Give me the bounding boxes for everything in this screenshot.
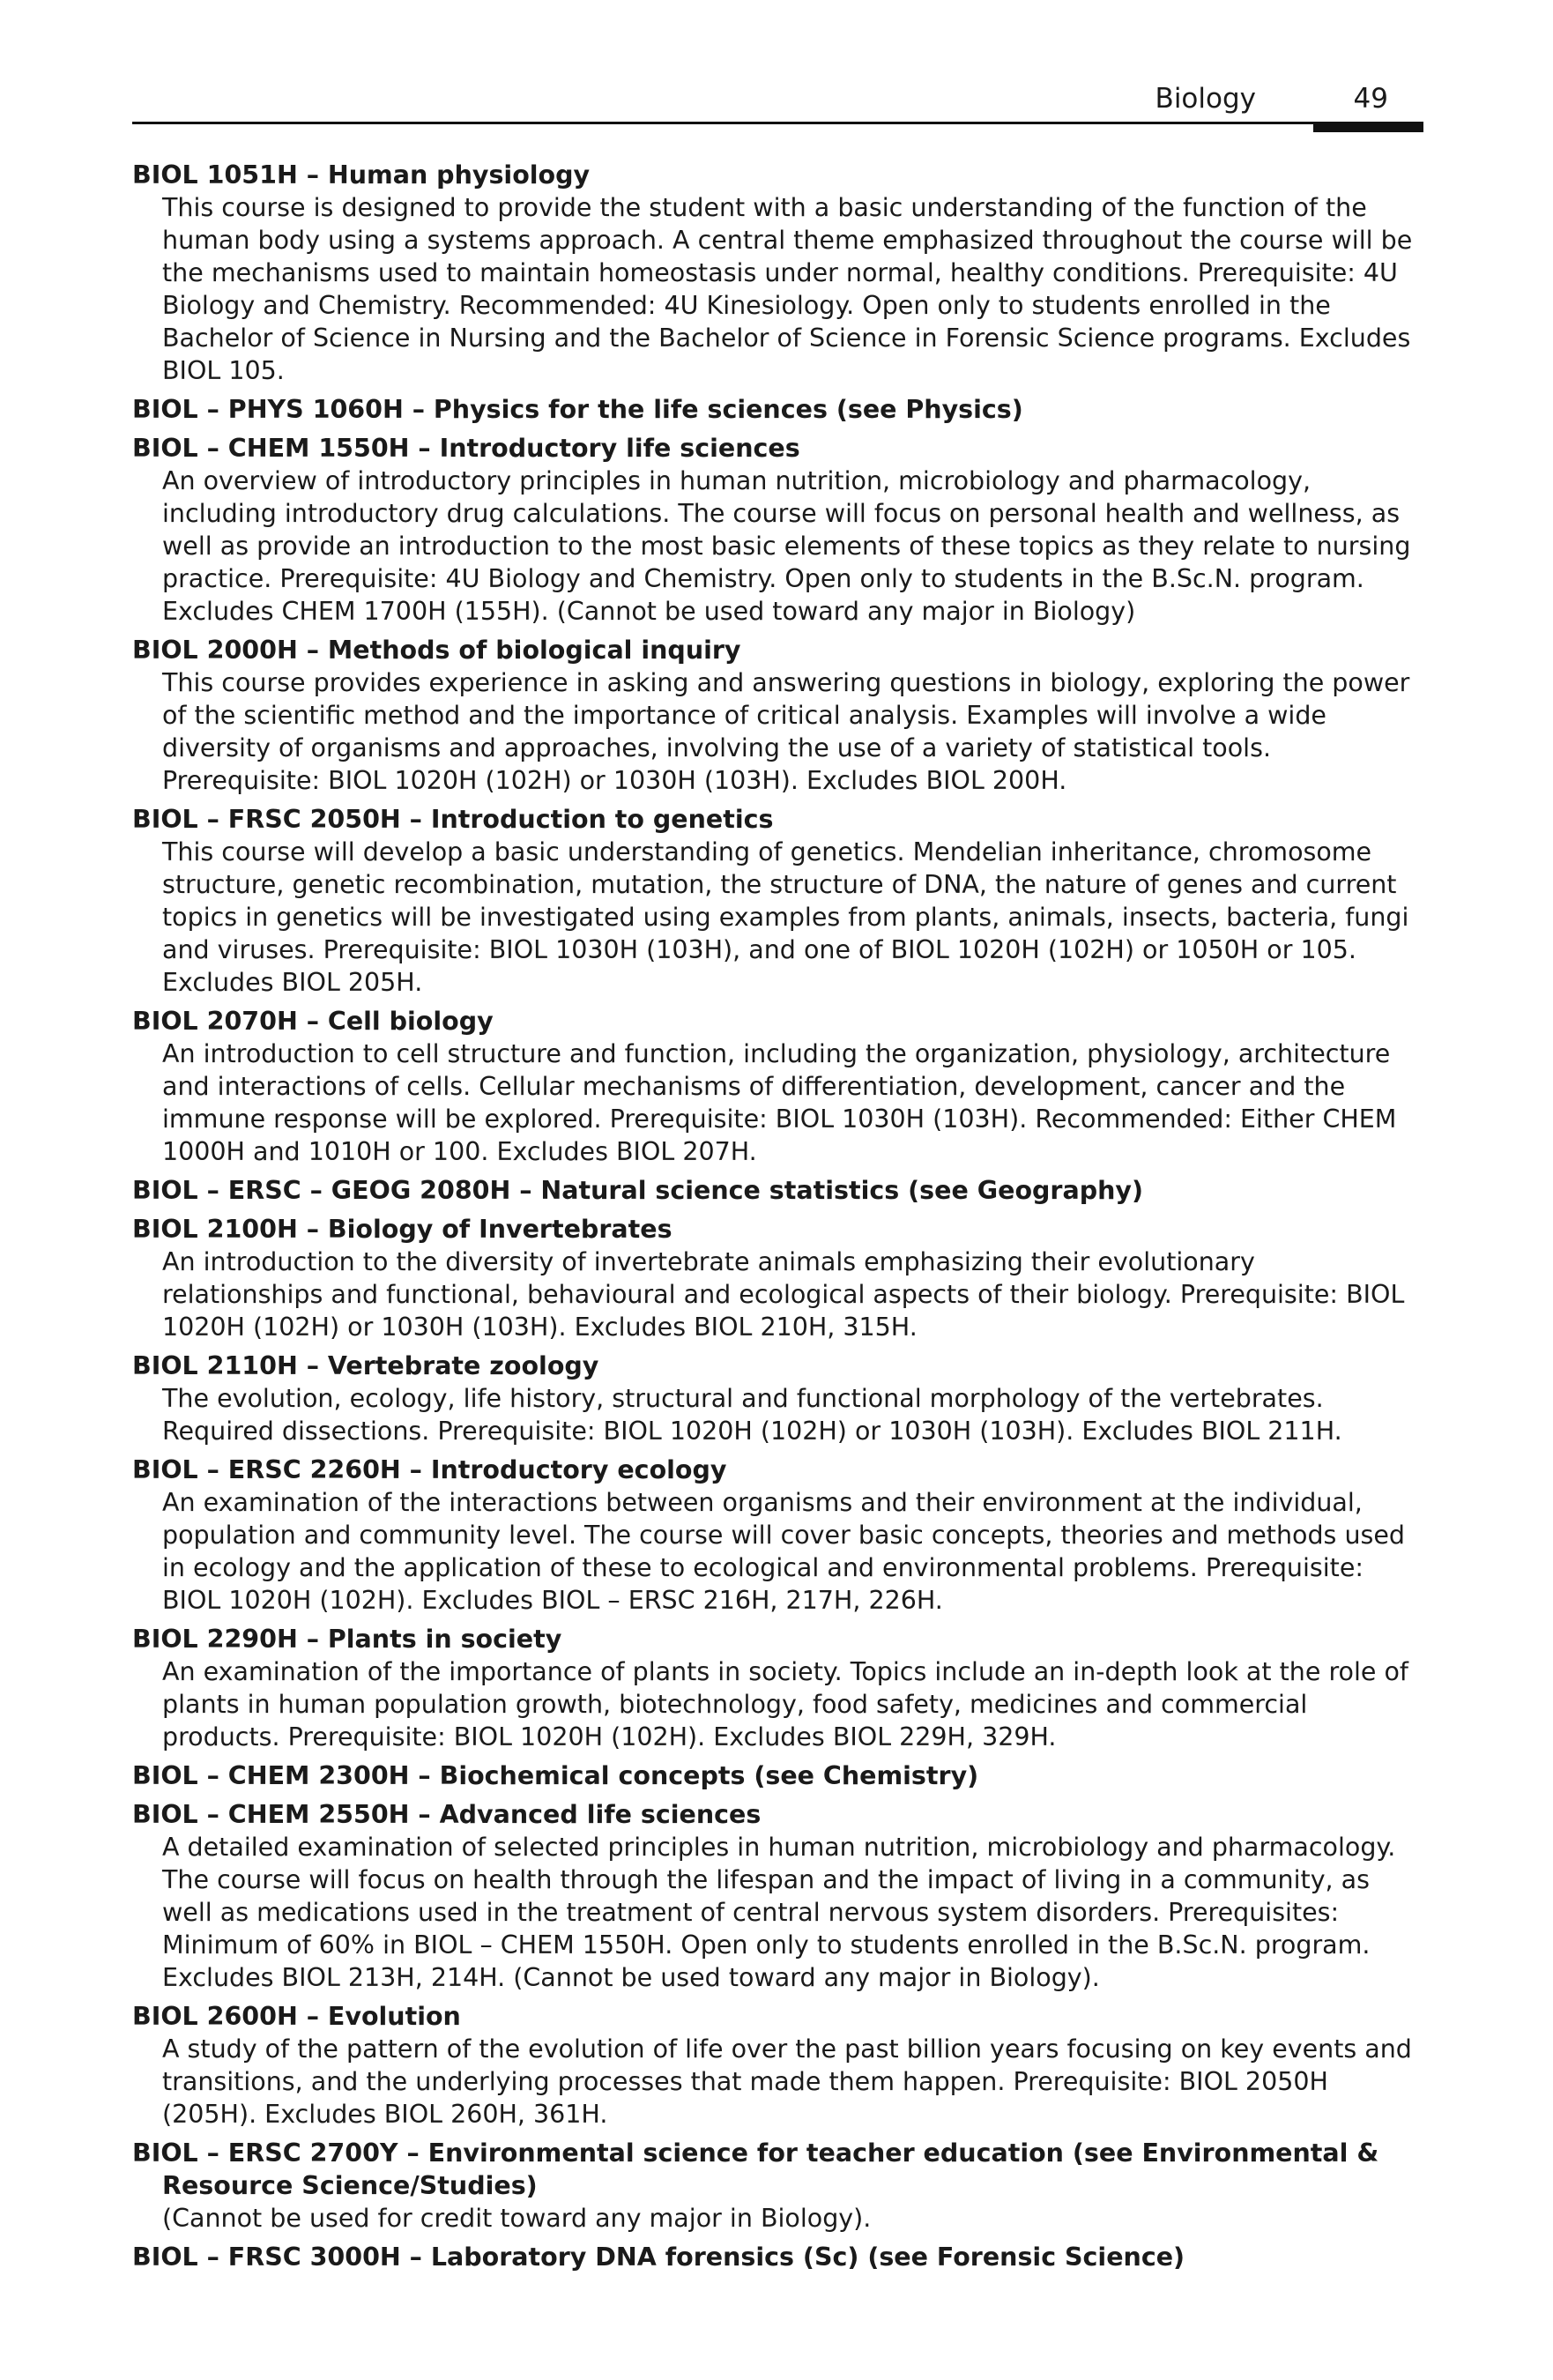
header-rule xyxy=(132,122,1423,124)
course-entry xyxy=(132,1759,1423,1792)
course-description: A detailed examination of selected principles in human nutrition, microbiology and pharmacology. The course will focus on health through the lifespan and the impact of living in a community, as well as medications used in the treatment of central nervous system disorders. Prerequisites: Minimum of 60% in BIOL – CHEM 1550H. Open only to students enrolled in the B.Sc.N. program. Excludes BIOL 213H, 214H. (Cannot be used toward any major in Biology). xyxy=(162,1833,1396,1992)
course-description: An overview of introductory principles in human nutrition, microbiology and pharmacology, including introductory drug calculations. The course will focus on personal health and wellness, as well as provide an introduction to the most basic elements of these topics as they relate to nursing practice. Prerequisite: 4U Biology and Chemistry. Open only to students in the B.Sc.N. program. Excludes CHEM 1700H (155H). (Cannot be used toward any major in Biology) xyxy=(162,466,1411,626)
course-description: (Cannot be used for credit toward any major in Biology). xyxy=(162,2204,872,2233)
page-number: 49 xyxy=(1353,83,1388,115)
course-entry xyxy=(132,803,1423,999)
running-head: Biology xyxy=(1155,83,1256,115)
course-description: An introduction to the diversity of invertebrate animals emphasizing their evolutionary relationships and functional, behavioural and ecological aspects of their biology. Prerequisite: BIOL 1020H (102H) or 1030H (103H). Excludes BIOL 210H, 315H. xyxy=(162,1247,1405,1342)
course-entry xyxy=(132,1623,1423,1753)
course-entry xyxy=(132,2137,1423,2235)
course-title: BIOL – ERSC 2700Y – Environmental science for teacher education (see Environmental & Resource Science/Studies) xyxy=(132,2138,1379,2200)
course-title: BIOL – ERSC – GEOG 2080H – Natural science statistics (see Geography) xyxy=(132,1176,1143,1205)
header-tab-marker xyxy=(1313,122,1423,132)
course-description: An examination of the interactions between organisms and their environment at the individual, population and community level. The course will cover basic concepts, theories and methods used in ecology and the application of these to ecological and environmental problems. Prerequisite: BIOL 1020H (102H). Excludes BIOL – ERSC 216H, 217H, 226H. xyxy=(162,1488,1405,1615)
course-title: BIOL – CHEM 1550H – Introductory life sciences xyxy=(132,434,800,463)
course-title: BIOL – ERSC 2260H – Introductory ecology xyxy=(132,1455,727,1484)
course-title: BIOL 2600H – Evolution xyxy=(132,2002,461,2031)
course-entry xyxy=(132,1798,1423,1994)
course-entry xyxy=(132,1454,1423,1617)
course-entry xyxy=(132,393,1423,426)
course-entry xyxy=(132,634,1423,797)
course-description: This course is designed to provide the student with a basic understanding of the function of the human body using a systems approach. A central theme emphasized throughout the course will be the mechanisms used to maintain homeostasis under normal, healthy conditions. Prerequisite: 4U Biology and Chemistry. Recommended: 4U Kinesiology. Open only to students enrolled in the Bachelor of Science in Nursing and the Bachelor of Science in Forensic Science programs. Excludes BIOL 105. xyxy=(162,193,1413,385)
course-entry xyxy=(132,1350,1423,1447)
course-title: BIOL – FRSC 3000H – Laboratory DNA forensics (Sc) (see Forensic Science) xyxy=(132,2242,1185,2272)
course-title: BIOL 2290H – Plants in society xyxy=(132,1625,562,1654)
course-entry xyxy=(132,1174,1423,1207)
course-list xyxy=(132,159,1423,2280)
course-title: BIOL 2110H – Vertebrate zoology xyxy=(132,1351,599,1380)
course-title: BIOL 2000H – Methods of biological inquiry xyxy=(132,636,741,665)
course-description: The evolution, ecology, life history, structural and functional morphology of the vertebrates. Required dissections. Prerequisite: BIOL 1020H (102H) or 1030H (103H). Excludes BIOL 211H. xyxy=(162,1384,1342,1446)
course-description: A study of the pattern of the evolution of life over the past billion years focusing on key events and transitions, and the underlying processes that made them happen. Prerequisite: BIOL 2050H (205H). Excludes BIOL 260H, 361H. xyxy=(162,2034,1412,2129)
course-description: An examination of the importance of plants in society. Topics include an in-depth look at the role of plants in human population growth, biotechnology, food safety, medicines and commercial products. Prerequisite: BIOL 1020H (102H). Excludes BIOL 229H, 329H. xyxy=(162,1657,1408,1752)
course-description: This course provides experience in asking and answering questions in biology, exploring the power of the scientific method and the importance of critical analysis. Examples will involve a wide diversity of organisms and approaches, involving the use of a variety of statistical tools. Prerequisite: BIOL 1020H (102H) or 1030H (103H). Excludes BIOL 200H. xyxy=(162,668,1410,795)
course-entry xyxy=(132,1005,1423,1168)
course-title: BIOL 1051H – Human physiology xyxy=(132,160,591,190)
course-title: BIOL – FRSC 2050H – Introduction to genetics xyxy=(132,805,774,834)
course-description: This course will develop a basic understanding of genetics. Mendelian inheritance, chromosome structure, genetic recombination, mutation, the structure of DNA, the nature of genes and current topics in genetics will be investigated using examples from plants, animals, insects, bacteria, fungi and viruses. Prerequisite: BIOL 1030H (103H), and one of BIOL 1020H (102H) or 1050H or 105. Excludes BIOL 205H. xyxy=(162,837,1409,997)
course-title: BIOL 2070H – Cell biology xyxy=(132,1007,494,1036)
course-entry xyxy=(132,432,1423,628)
course-title: BIOL – CHEM 2550H – Advanced life sciences xyxy=(132,1800,762,1829)
course-entry xyxy=(132,1213,1423,1343)
course-entry xyxy=(132,159,1423,387)
course-entry xyxy=(132,2000,1423,2131)
page-header xyxy=(132,81,1423,123)
course-title: BIOL – CHEM 2300H – Biochemical concepts (see Chemistry) xyxy=(132,1761,979,1790)
course-entry xyxy=(132,2241,1423,2273)
course-description: An introduction to cell structure and function, including the organization, physiology, architecture and interactions of cells. Cellular mechanisms of differentiation, development, cancer and the immune response will be explored. Prerequisite: BIOL 1030H (103H). Recommended: Either CHEM 1000H and 1010H or 100. Excludes BIOL 207H. xyxy=(162,1039,1397,1166)
course-title: BIOL 2100H – Biology of Invertebrates xyxy=(132,1215,672,1244)
course-title: BIOL – PHYS 1060H – Physics for the life sciences (see Physics) xyxy=(132,395,1023,424)
